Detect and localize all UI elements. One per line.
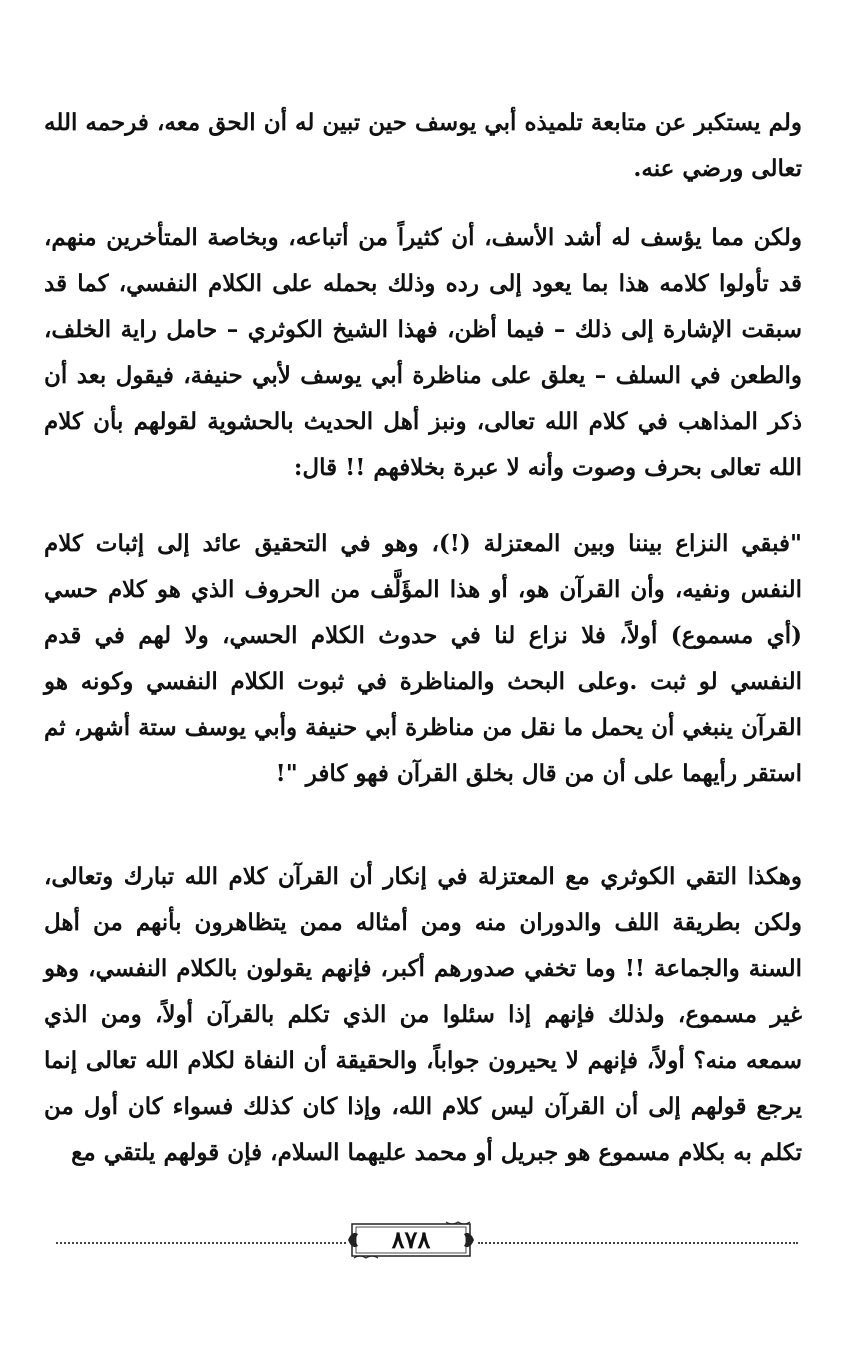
page-number-ornament: [346, 1220, 476, 1260]
quote-paragraph: [44, 521, 802, 797]
page-number: ٨٧٨: [391, 1225, 431, 1254]
paragraph-text: "فبقي النزاع بيننا وبين المعتزلة (!)، وهو في التحقيق عائد إلى إثبات كلام النفس ونفيه، وأن القرآن هو، أو هذا المؤَلَّف من الحروف الذي هو كلام حسي (أي مسموع) أولاً، فلا نزاع لنا في حدوث الكلام الحسي، ولا لهم في قدم النفسي لو ثبت .وعلى البحث والمناظرة في ثبوت الكلام النفسي وكونه هو القرآن ينبغي أن يحمل ما نقل من مناظرة أبي حنيفة وأبي يوسف ستة أشهر، ثم استقر رأيهما على أن من قال بخلق القرآن فهو كافر "!: [44, 530, 802, 787]
paragraph-text: ولم يستكبر عن متابعة تلميذه أبي يوسف حين تبين له أن الحق معه، فرحمه الله تعالى ورضي عنه.: [44, 109, 802, 182]
footer-dotted-rule-left: [56, 1242, 346, 1244]
footer-dotted-rule-right: [478, 1242, 798, 1244]
paragraph-1: [44, 100, 802, 192]
paragraph-text: ولكن مما يؤسف له أشد الأسف، أن كثيراً من أتباعه، وبخاصة المتأخرين منهم، قد تأولوا كلامه هذا بما يعود إلى رده وذلك بحمله على الكلام النفسي، كما قد سبقت الإشارة إلى ذلك – فيما أظن، فهذا الشيخ الكوثري – حامل راية الخلف، والطعن في السلف – يعلق على مناظرة أبي يوسف لأبي حنيفة، فيقول بعد أن ذكر المذاهب في كلام الله تعالى، ونبز أهل الحديث بالحشوية لقولهم بأن كلام الله تعالى بحرف وصوت وأنه لا عبرة بخلافهم !! قال:: [44, 224, 802, 481]
paragraph-text: وهكذا التقي الكوثري مع المعتزلة في إنكار أن القرآن كلام الله تبارك وتعالى، ولكن بطريقة اللف والدوران منه ومن أمثاله ممن يتظاهرون بأنهم من أهل السنة والجماعة !! وما تخفي صدورهم أكبر، فإنهم يقولون بالكلام النفسي، وهو غير مسموع، ولذلك فإنهم إذا سئلوا من الذي تكلم بالقرآن أولاً، ومن الذي سمعه منه؟ أولاً، فإنهم لا يحيرون جواباً، والحقيقة أن النفاة لكلام الله تعالى إنما يرجع قولهم إلى أن القرآن ليس كلام الله، وإذا كان كذلك فسواء كان أول من تكلم به بكلام مسموع هو جبريل أو محمد عليهما السلام، فإن قولهم يلتقي مع: [44, 863, 802, 1166]
paragraph-2: [44, 215, 802, 491]
paragraph-4: [44, 854, 802, 1176]
